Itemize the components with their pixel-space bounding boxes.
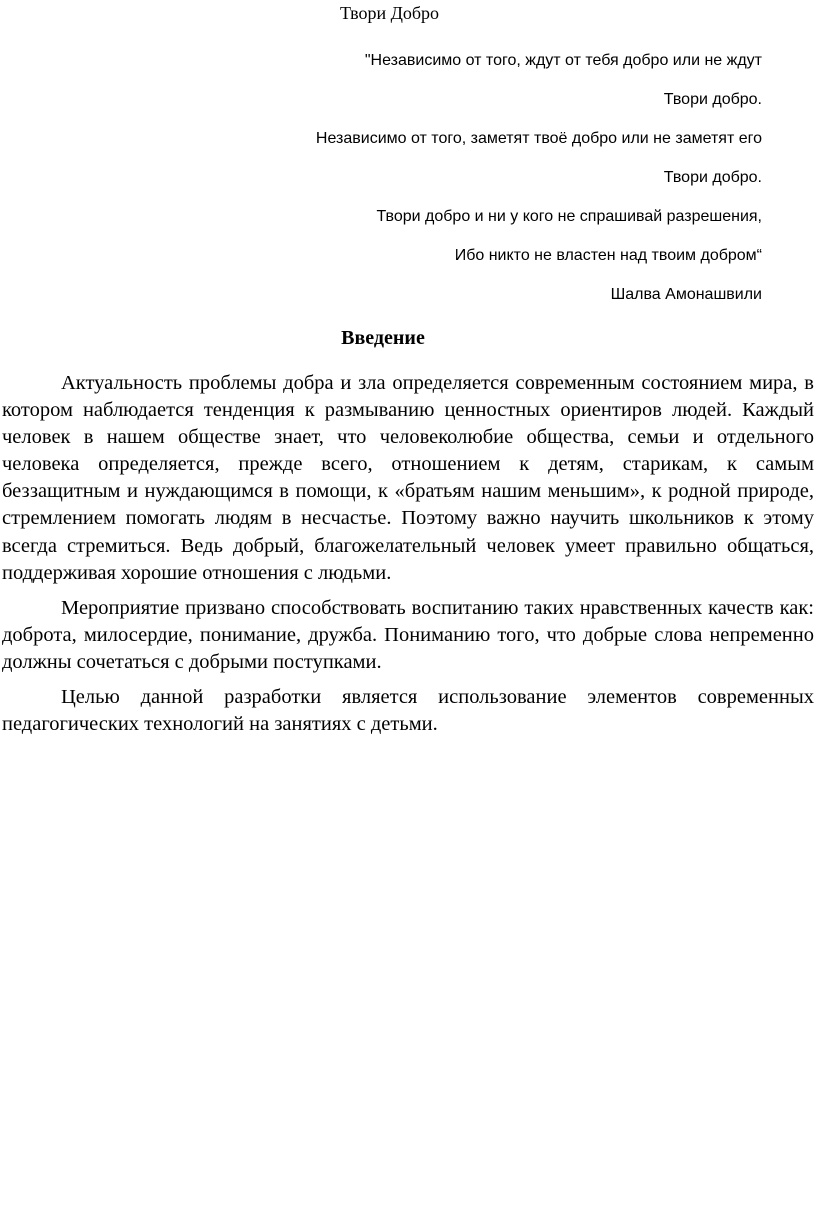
epigraph-line: Твори добро.: [663, 91, 762, 108]
body-text: [2, 370, 814, 746]
epigraph-line: Твори добро.: [663, 169, 762, 186]
paragraph: Актуальность проблемы добра и зла определяется современным состоянием мира, в котором наблюдается тенденция к размыванию ценностных ориентиров людей. Каждый человек в нашем обществе знает, что человеколюбие общества, семьи и отдельного человека определяется, прежде всего, отношением к детям, старикам, к самым беззащитным и нуждающимся в помощи, к «братьям нашим меньшим», к родной природе, стремлением помогать людям в несчастье. Поэтому важно научить школьников к этому всегда стремиться. Ведь добрый, благожелательный человек умеет правильно общаться, поддерживая хорошие отношения с людьми.: [2, 372, 814, 584]
paragraph: Целью данной разработки является использование элементов современных педагогических технологий на занятиях с детьми.: [2, 686, 814, 736]
epigraph-line: "Независимо от того, ждут от тебя добро или не ждут: [364, 52, 762, 69]
epigraph-author: Шалва Амонашвили: [610, 286, 762, 303]
epigraph-line: Ибо никто не властен над твоим добром“: [454, 247, 762, 264]
epigraph-line: Твори добро и ни у кого не спрашивай разрешения,: [376, 208, 762, 225]
epigraph-line: Независимо от того, заметят твоё добро или не заметят его: [315, 130, 762, 147]
paragraph: Мероприятие призвано способствовать воспитанию таких нравственных качеств как: доброта, милосердие, понимание, дружба. Пониманию того, что добрые слова непременно должны сочетаться с добрыми поступками.: [2, 596, 814, 673]
document-title: Твори Добро: [340, 3, 440, 23]
section-heading: Введение: [341, 327, 425, 349]
